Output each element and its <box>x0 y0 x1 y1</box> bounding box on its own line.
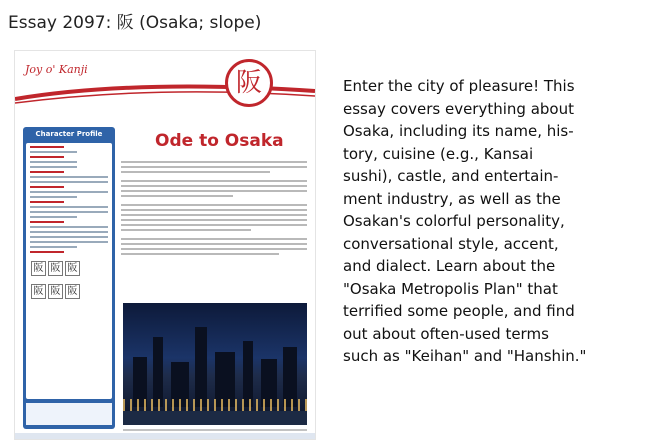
description-line: ment industry, as well as the <box>343 189 561 208</box>
description-line: conversational style, accent, <box>343 234 559 253</box>
description-line: terrified some people, and find <box>343 302 575 320</box>
stroke-order-row: 阪 阪 阪 <box>30 256 108 277</box>
essay-thumbnail[interactable] <box>14 50 316 440</box>
page-footer <box>15 433 315 439</box>
description-line: Enter the city of pleasure! This <box>343 77 575 95</box>
joy-o-kanji-logo: Joy o' Kanji <box>25 63 88 76</box>
description-line: Osaka, including its name, his- <box>343 122 574 140</box>
description-line: such as "Keihan" and "Hanshin." <box>343 347 587 365</box>
article-text-lines <box>121 161 307 258</box>
kanji-emblem: 阪 <box>225 59 273 107</box>
profile-body <box>26 143 112 399</box>
description-line: out about often-used terms <box>343 324 549 343</box>
character-profile-panel <box>23 127 115 429</box>
description-line: and dialect. Learn about the <box>343 257 556 275</box>
description-line: Osakan's colorful personality, <box>343 212 565 230</box>
page-title: Essay 2097: 阪 (Osaka; slope) <box>8 13 262 33</box>
stroke-order-row: 阪 阪 阪 <box>30 279 108 300</box>
essay-description <box>343 75 643 368</box>
description-line: sushi), castle, and entertain- <box>343 167 559 185</box>
description-line: essay covers everything about <box>343 99 574 118</box>
profile-heading: Character Profile <box>35 130 103 138</box>
article-title: Ode to Osaka <box>155 131 284 151</box>
osaka-night-photo <box>123 303 307 425</box>
stats-table <box>26 403 112 425</box>
description-line: tory, cuisine (e.g., Kansai <box>343 144 534 163</box>
description-line: "Osaka Metropolis Plan" that <box>343 279 558 298</box>
